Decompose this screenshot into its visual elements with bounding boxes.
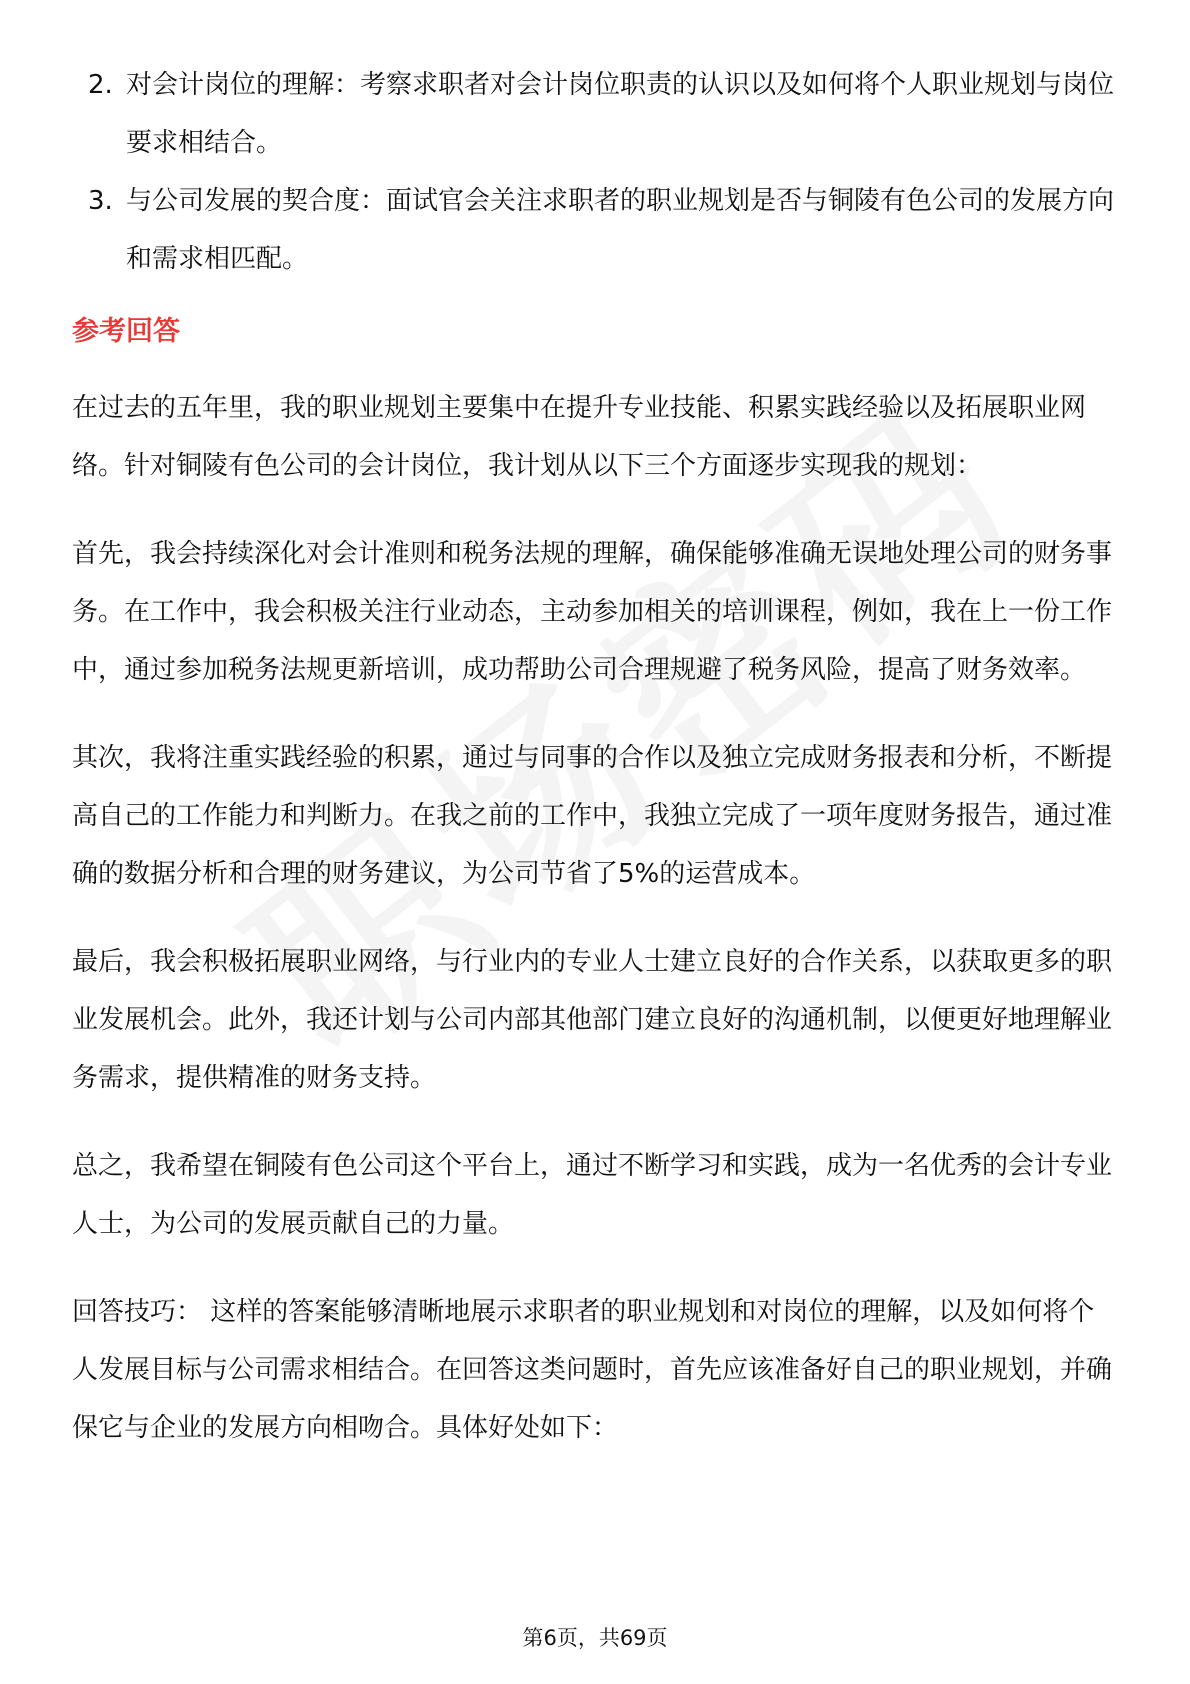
list-text: 与公司发展的契合度：面试官会关注求职者的职业规划是否与铜陵有色公司的发展方向和需求相匹配。 <box>126 186 1115 274</box>
paragraph-intro: 在过去的五年里，我的职业规划主要集中在提升专业技能、积累实践经验以及拓展职业网络。针对铜陵有色公司的会计岗位，我计划从以下三个方面逐步实现我的规划： <box>72 393 1087 481</box>
paragraph-summary: 总之，我希望在铜陵有色公司这个平台上，通过不断学习和实践，成为一名优秀的会计专业人士，为公司的发展贡献自己的力量。 <box>72 1151 1113 1239</box>
paragraph-second: 其次，我将注重实践经验的积累，通过与同事的合作以及独立完成财务报表和分析，不断提高自己的工作能力和判断力。在我之前的工作中，我独立完成了一项年度财务报告，通过准确的数据分析和合理的财务建议，为公司节省了5%的运营成本。 <box>72 743 1113 889</box>
paragraph-last: 最后，我会积极拓展职业网络，与行业内的专业人士建立良好的合作关系，以获取更多的职业发展机会。此外，我还计划与公司内部其他部门建立良好的沟通机制，以便更好地理解业务需求，提供精准的财务支持。 <box>72 947 1113 1093</box>
page-footer: 第6页，共69页 <box>522 1626 668 1650</box>
list-item <box>72 172 1118 288</box>
list-item <box>72 56 1118 172</box>
list-number: 3. <box>88 186 113 216</box>
list-number: 2. <box>88 70 113 100</box>
paragraph-tips: 回答技巧： 这样的答案能够清晰地展示求职者的职业规划和对岗位的理解，以及如何将个人发展目标与公司需求相结合。在回答这类问题时，首先应该准备好自己的职业规划，并确保它与企业的发展方向相吻合。具体好处如下： <box>72 1297 1113 1443</box>
section-title: 参考回答 <box>72 316 180 347</box>
numbered-list <box>72 56 1118 288</box>
content <box>72 56 1118 1457</box>
list-text: 对会计岗位的理解：考察求职者对会计岗位职责的认识以及如何将个人职业规划与岗位要求相结合。 <box>126 70 1115 158</box>
paragraph-first: 首先，我会持续深化对会计准则和税务法规的理解，确保能够准确无误地处理公司的财务事务。在工作中，我会积极关注行业动态，主动参加相关的培训课程，例如，我在上一份工作中，通过参加税务法规更新培训，成功帮助公司合理规避了税务风险，提高了财务效率。 <box>72 539 1113 685</box>
